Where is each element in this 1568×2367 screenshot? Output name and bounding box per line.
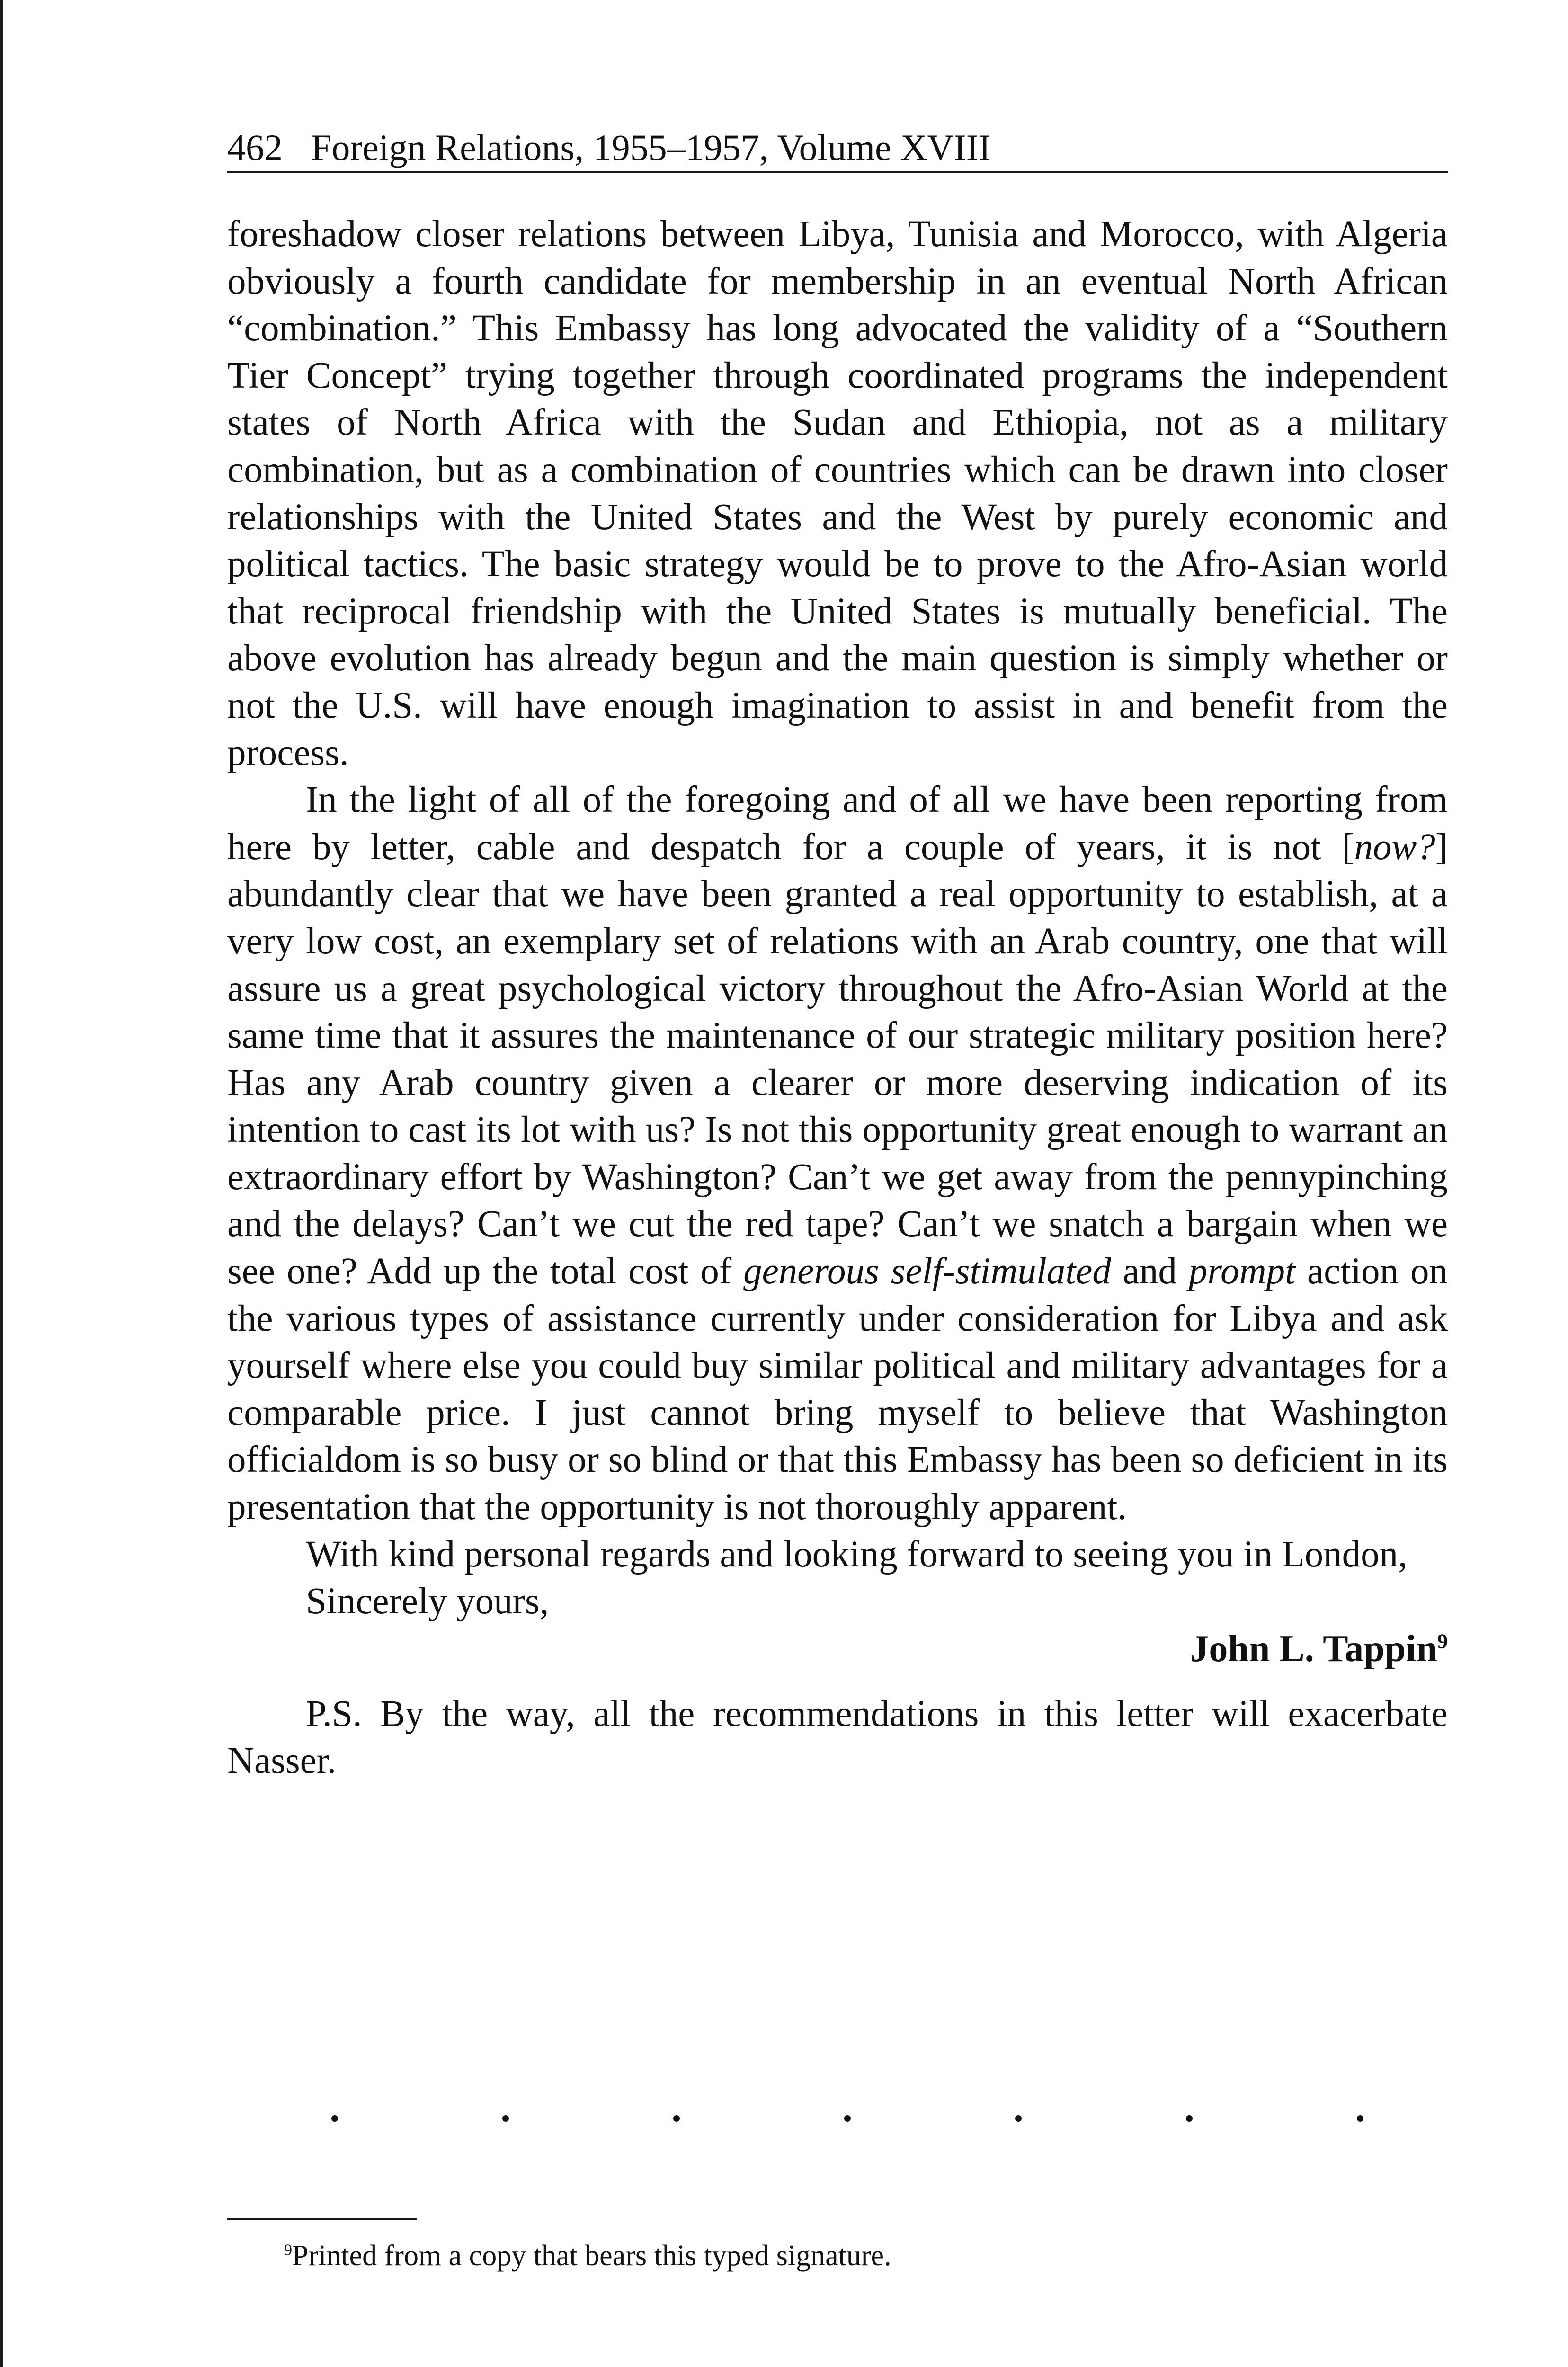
footnote-reference: 9: [1437, 1629, 1448, 1653]
paragraph-text: and: [1111, 1251, 1189, 1292]
ellipsis-dot: [1015, 2115, 1022, 2122]
running-head: [227, 124, 1448, 173]
footnote: [284, 2237, 1420, 2275]
emphasis-text: prompt: [1188, 1251, 1296, 1292]
footnote-marker: 9: [284, 2241, 293, 2259]
paragraph-continued: foreshadow closer relations between Libya, Tunisia and Morocco, with Algeria obviously a fourth candidate for membership in an eventual North African “combination.” This Embassy has long advocated the validity of a “Southern Tier Concept” trying together through coordinated programs the independent states of North Africa with the Sudan and Ethiopia, not as a military combination, but as a combination of countries which can be drawn into closer relationships with the United States and the West by purely economic and political tactics. The basic strategy would be to prove to the Afro-Asian world that reciprocal friendship with the United States is mutually beneficial. The above evolution has already begun and the main question is simply whether or not the U.S. will have enough imagination to assist in and benefit from the process.: [227, 214, 1448, 774]
footnote-rule: [227, 2218, 417, 2220]
paragraph-text: In the light of all of the foregoing and of all we have been reporting from here by letter, cable and despatch for a couple of years, it is not [: [227, 779, 1448, 868]
footnote-text: Printed from a copy that bears this typed signature.: [292, 2240, 891, 2272]
ellipsis-dot: [1357, 2115, 1363, 2122]
signature: [227, 1625, 1448, 1673]
editorial-insert: now?: [1354, 826, 1435, 868]
signature-name: John L. Tappin: [1190, 1628, 1437, 1670]
closing-salutation: Sincerely yours,: [306, 1581, 549, 1622]
paragraph-text: ] abundantly clear that we have been granted a real opportunity to establish, at a very low cost, an exemplary set of relations with an Arab country, one that will assure us a great psychological victory throughout the Afro-Asian World at the same time that it assures the maintenance of our strategic military position here? Has any Arab country given a clearer or more deserving indication of its intention to cast its lot with us? Is not this opportunity great enough to warrant an extraordinary effort by Washington? Can’t we get away from the pennypinching and the delays? Can’t we cut the red tape? Can’t we snatch a bargain when we see one? Add up the total cost of: [227, 826, 1448, 1292]
page-number: 462: [227, 127, 283, 168]
letter-body: [227, 211, 1448, 1785]
ellipsis-dot: [844, 2115, 851, 2122]
ellipsis-dot: [331, 2115, 338, 2122]
ellipsis-dot: [1186, 2115, 1193, 2122]
page-scan-edge: [0, 0, 3, 2367]
ellipsis-dot: [673, 2115, 680, 2122]
paragraph-text: action on the various types of assistance currently under consideration for Libya and ask yourself where else you could buy similar political and military advantages for a comparable price. I just cannot bring myself to believe that Washington officialdom is so busy or so blind or that this Embassy has been so deficient in its presentation that the opportunity is not thoroughly apparent.: [227, 1251, 1448, 1528]
omission-ellipsis: [331, 2104, 1363, 2133]
paragraph-opportunity: [227, 776, 1448, 1531]
emphasis-text: generous self-stimulated: [743, 1251, 1111, 1292]
volume-title: Foreign Relations, 1955–1957, Volume XVIII: [311, 127, 991, 168]
postscript: P.S. By the way, all the recommendations in this letter will exacerbate Nasser.: [227, 1693, 1448, 1782]
paragraph-regards: With kind personal regards and looking forward to seeing you in London,: [306, 1533, 1408, 1575]
ellipsis-dot: [502, 2115, 509, 2122]
